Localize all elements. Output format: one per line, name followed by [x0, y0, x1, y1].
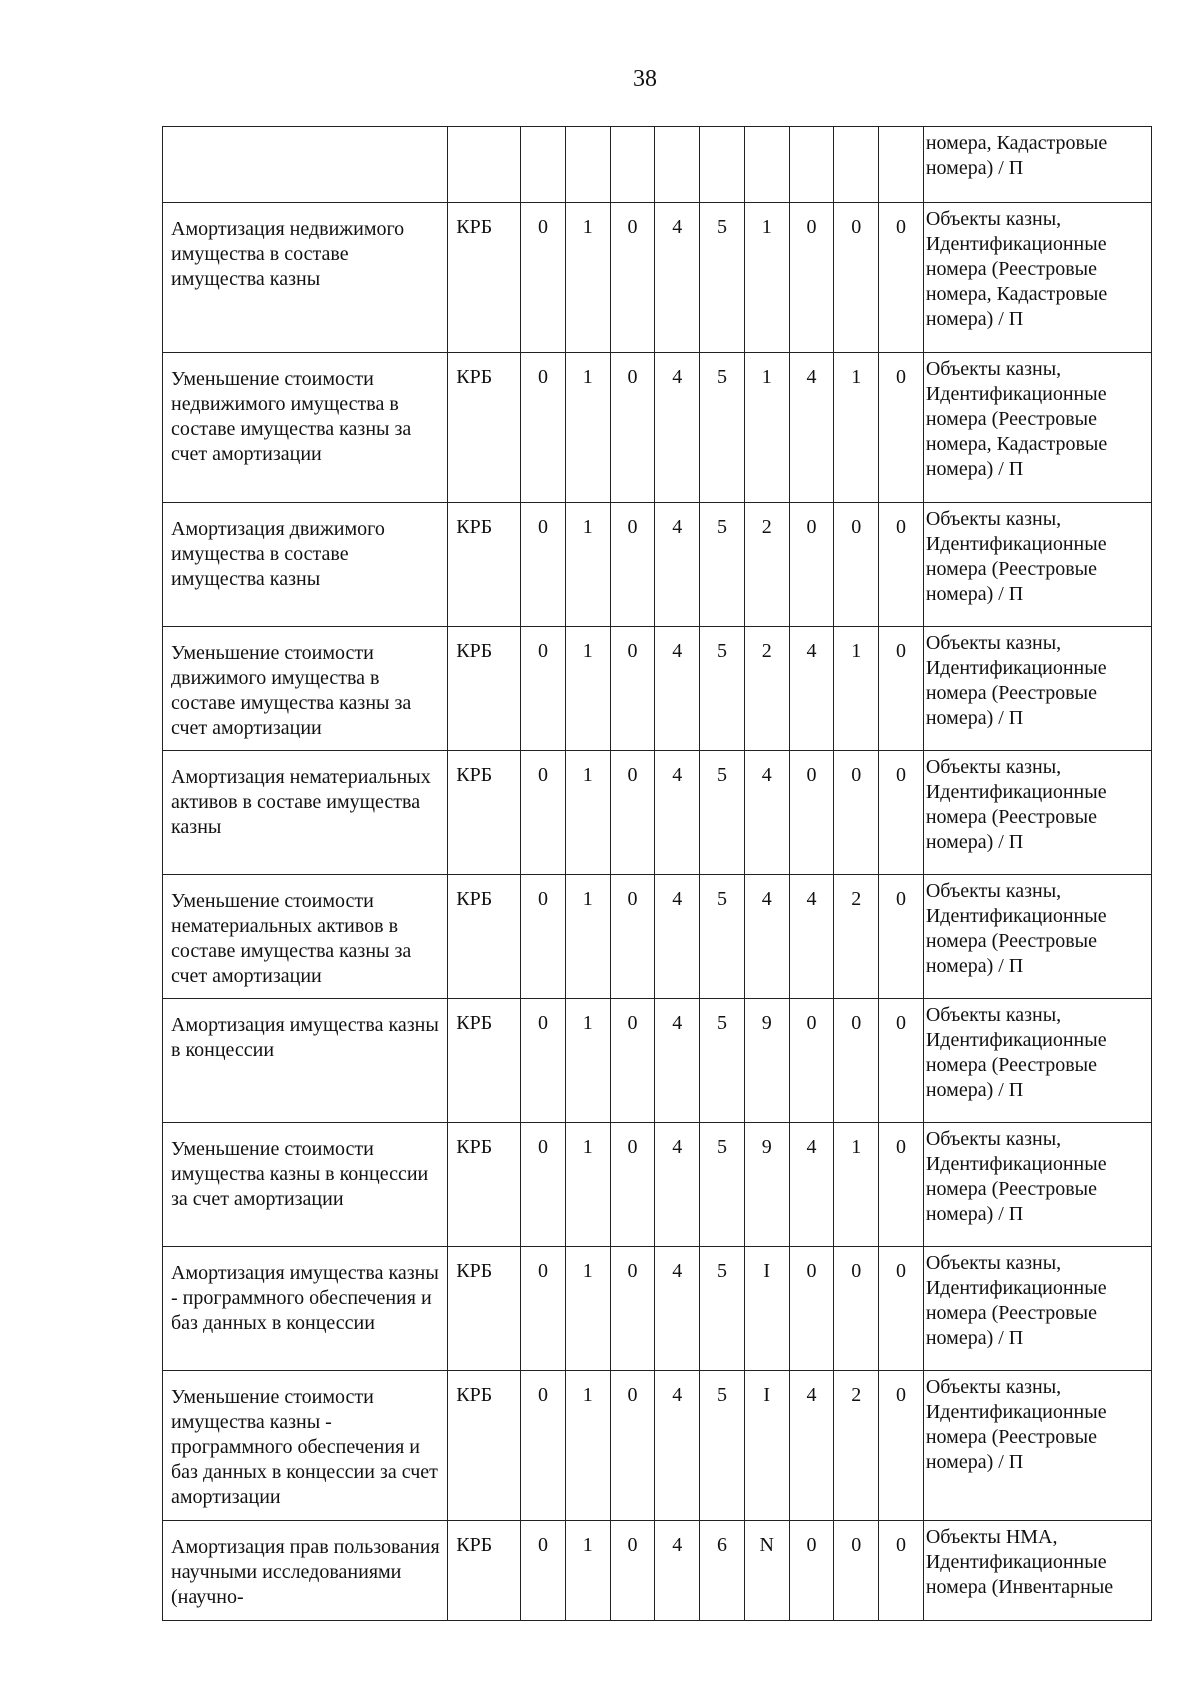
account-digit-cell: 4 [789, 875, 834, 999]
account-digit-cell: 0 [879, 875, 924, 999]
account-digit-cell: I [744, 1371, 789, 1521]
code-cell: КРБ [448, 1521, 521, 1621]
account-digit-cell: 4 [655, 503, 700, 627]
account-digit-cell: 5 [700, 203, 745, 353]
account-digit-cell [521, 127, 566, 203]
account-digit-cell: 1 [565, 1247, 610, 1371]
account-name-cell: Амортизация имущества казны в концессии [163, 999, 448, 1123]
table-row [163, 1247, 1152, 1371]
table-row [163, 127, 1152, 203]
account-digit-cell: I [744, 1247, 789, 1371]
account-digit-cell: 0 [610, 1371, 655, 1521]
account-digit-cell: 1 [565, 203, 610, 353]
account-digit-cell: 0 [610, 1521, 655, 1621]
account-digit-cell: 5 [700, 1371, 745, 1521]
account-digit-cell: 0 [879, 1521, 924, 1621]
account-digit-cell [789, 127, 834, 203]
analytics-cell: номера, Кадастровые номера) / П [923, 127, 1151, 203]
account-digit-cell: 5 [700, 751, 745, 875]
account-digit-cell: 0 [834, 203, 879, 353]
account-digit-cell: 1 [565, 875, 610, 999]
table-row [163, 353, 1152, 503]
table-row [163, 203, 1152, 353]
account-digit-cell: 0 [834, 751, 879, 875]
account-digit-cell [655, 127, 700, 203]
account-digit-cell: 2 [744, 627, 789, 751]
account-digit-cell: 0 [879, 999, 924, 1123]
code-cell: КРБ [448, 203, 521, 353]
code-cell: КРБ [448, 751, 521, 875]
page-number: 38 [633, 66, 657, 92]
account-digit-cell: 0 [610, 1247, 655, 1371]
account-name-cell: Амортизация имущества казны - программного обеспечения и баз данных в концессии [163, 1247, 448, 1371]
analytics-cell: Объекты казны, Идентификационные номера (Реестровые номера) / П [923, 1123, 1151, 1247]
account-digit-cell [879, 127, 924, 203]
account-name-cell: Амортизация движимого имущества в составе имущества казны [163, 503, 448, 627]
account-digit-cell: 0 [789, 503, 834, 627]
account-digit-cell: 1 [834, 353, 879, 503]
code-cell: КРБ [448, 353, 521, 503]
account-digit-cell: 6 [700, 1521, 745, 1621]
account-name-cell: Амортизация недвижимого имущества в составе имущества казны [163, 203, 448, 353]
account-digit-cell: 4 [655, 1521, 700, 1621]
account-name-cell: Амортизация прав пользования научными исследованиями (научно- [163, 1521, 448, 1621]
code-cell: КРБ [448, 999, 521, 1123]
account-digit-cell [834, 127, 879, 203]
account-digit-cell: 0 [610, 627, 655, 751]
table-row [163, 1521, 1152, 1621]
account-digit-cell: 4 [655, 1123, 700, 1247]
account-digit-cell: 4 [655, 203, 700, 353]
account-digit-cell: 4 [789, 1371, 834, 1521]
account-digit-cell: 0 [521, 875, 566, 999]
table-row [163, 627, 1152, 751]
account-digit-cell: 5 [700, 1247, 745, 1371]
account-digit-cell: 0 [834, 1247, 879, 1371]
analytics-cell: Объекты казны, Идентификационные номера (Реестровые номера) / П [923, 1247, 1151, 1371]
account-digit-cell: 0 [521, 1521, 566, 1621]
account-digit-cell: 2 [834, 875, 879, 999]
account-digit-cell: 0 [879, 1123, 924, 1247]
account-digit-cell: 4 [655, 999, 700, 1123]
code-cell: КРБ [448, 503, 521, 627]
analytics-cell: Объекты казны, Идентификационные номера (Реестровые номера, Кадастровые номера) / П [923, 203, 1151, 353]
account-digit-cell: 0 [610, 503, 655, 627]
account-digit-cell: 4 [744, 875, 789, 999]
account-digit-cell: 0 [521, 203, 566, 353]
table-body [163, 127, 1152, 1621]
account-digit-cell: 0 [879, 1247, 924, 1371]
table-row [163, 999, 1152, 1123]
account-digit-cell: 0 [789, 203, 834, 353]
account-digit-cell: 0 [879, 1371, 924, 1521]
account-digit-cell: 9 [744, 999, 789, 1123]
account-digit-cell: 4 [655, 1371, 700, 1521]
table-row [163, 1123, 1152, 1247]
account-name-cell: Уменьшение стоимости имущества казны в концессии за счет амортизации [163, 1123, 448, 1247]
analytics-cell: Объекты казны, Идентификационные номера (Реестровые номера) / П [923, 875, 1151, 999]
account-digit-cell: 0 [834, 1521, 879, 1621]
account-digit-cell: 0 [879, 503, 924, 627]
account-digit-cell: 0 [521, 751, 566, 875]
account-digit-cell: 0 [521, 999, 566, 1123]
account-digit-cell: 0 [610, 875, 655, 999]
account-digit-cell: 0 [879, 751, 924, 875]
code-cell [448, 127, 521, 203]
code-cell: КРБ [448, 1123, 521, 1247]
account-digit-cell: 5 [700, 999, 745, 1123]
analytics-cell: Объекты казны, Идентификационные номера (Реестровые номера) / П [923, 999, 1151, 1123]
account-digit-cell: 1 [744, 353, 789, 503]
account-digit-cell: 5 [700, 353, 745, 503]
account-digit-cell: 4 [789, 627, 834, 751]
account-name-cell [163, 127, 448, 203]
account-name-cell: Амортизация нематериальных активов в составе имущества казны [163, 751, 448, 875]
account-digit-cell: 0 [610, 1123, 655, 1247]
account-digit-cell: 4 [789, 1123, 834, 1247]
account-digit-cell: 0 [789, 751, 834, 875]
account-digit-cell: N [744, 1521, 789, 1621]
analytics-cell: Объекты казны, Идентификационные номера (Реестровые номера) / П [923, 627, 1151, 751]
account-digit-cell: 0 [521, 353, 566, 503]
account-digit-cell: 0 [789, 1247, 834, 1371]
account-digit-cell: 2 [744, 503, 789, 627]
account-digit-cell: 1 [744, 203, 789, 353]
account-digit-cell: 0 [521, 627, 566, 751]
account-digit-cell [700, 127, 745, 203]
account-name-cell: Уменьшение стоимости движимого имущества в составе имущества казны за счет амортизации [163, 627, 448, 751]
account-digit-cell: 0 [789, 999, 834, 1123]
code-cell: КРБ [448, 1247, 521, 1371]
account-digit-cell: 0 [521, 1247, 566, 1371]
account-digit-cell: 0 [789, 1521, 834, 1621]
account-digit-cell: 1 [565, 751, 610, 875]
account-digit-cell: 1 [565, 1123, 610, 1247]
code-cell: КРБ [448, 1371, 521, 1521]
account-digit-cell: 0 [879, 353, 924, 503]
analytics-cell: Объекты казны, Идентификационные номера (Реестровые номера) / П [923, 503, 1151, 627]
account-digit-cell [565, 127, 610, 203]
account-digit-cell: 1 [565, 1521, 610, 1621]
code-cell: КРБ [448, 875, 521, 999]
account-digit-cell: 2 [834, 1371, 879, 1521]
account-digit-cell: 0 [521, 1123, 566, 1247]
account-digit-cell: 9 [744, 1123, 789, 1247]
account-name-cell: Уменьшение стоимости недвижимого имущества в составе имущества казны за счет амортизации [163, 353, 448, 503]
table-row [163, 751, 1152, 875]
account-digit-cell: 1 [565, 1371, 610, 1521]
account-digit-cell: 5 [700, 503, 745, 627]
account-name-cell: Уменьшение стоимости нематериальных активов в составе имущества казны за счет амортизации [163, 875, 448, 999]
account-digit-cell: 5 [700, 627, 745, 751]
account-digit-cell: 4 [655, 751, 700, 875]
account-digit-cell: 1 [834, 627, 879, 751]
account-digit-cell: 0 [610, 353, 655, 503]
account-digit-cell: 4 [655, 1247, 700, 1371]
account-digit-cell: 5 [700, 1123, 745, 1247]
account-digit-cell [610, 127, 655, 203]
account-digit-cell: 0 [521, 503, 566, 627]
account-digit-cell: 0 [610, 751, 655, 875]
account-digit-cell: 0 [610, 999, 655, 1123]
account-digit-cell [744, 127, 789, 203]
account-digit-cell: 1 [565, 627, 610, 751]
account-digit-cell: 0 [610, 203, 655, 353]
code-cell: КРБ [448, 627, 521, 751]
account-digit-cell: 0 [834, 999, 879, 1123]
account-digit-cell: 1 [565, 503, 610, 627]
account-digit-cell: 4 [744, 751, 789, 875]
account-digit-cell: 4 [655, 353, 700, 503]
account-name-cell: Уменьшение стоимости имущества казны - программного обеспечения и баз данных в концессии за счет амортизации [163, 1371, 448, 1521]
table-row [163, 503, 1152, 627]
account-digit-cell: 0 [834, 503, 879, 627]
account-digit-cell: 1 [565, 999, 610, 1123]
account-digit-cell: 5 [700, 875, 745, 999]
account-digit-cell: 0 [521, 1371, 566, 1521]
analytics-cell: Объекты казны, Идентификационные номера (Реестровые номера) / П [923, 751, 1151, 875]
account-digit-cell: 1 [565, 353, 610, 503]
table-row [163, 875, 1152, 999]
analytics-cell: Объекты НМА, Идентификационные номера (Инвентарные [923, 1521, 1151, 1621]
account-digit-cell: 4 [655, 875, 700, 999]
account-digit-cell: 1 [834, 1123, 879, 1247]
accounts-table [162, 126, 1152, 1621]
table-row [163, 1371, 1152, 1521]
account-digit-cell: 0 [879, 203, 924, 353]
account-digit-cell: 4 [789, 353, 834, 503]
account-digit-cell: 0 [879, 627, 924, 751]
account-digit-cell: 4 [655, 627, 700, 751]
analytics-cell: Объекты казны, Идентификационные номера (Реестровые номера, Кадастровые номера) / П [923, 353, 1151, 503]
analytics-cell: Объекты казны, Идентификационные номера (Реестровые номера) / П [923, 1371, 1151, 1521]
